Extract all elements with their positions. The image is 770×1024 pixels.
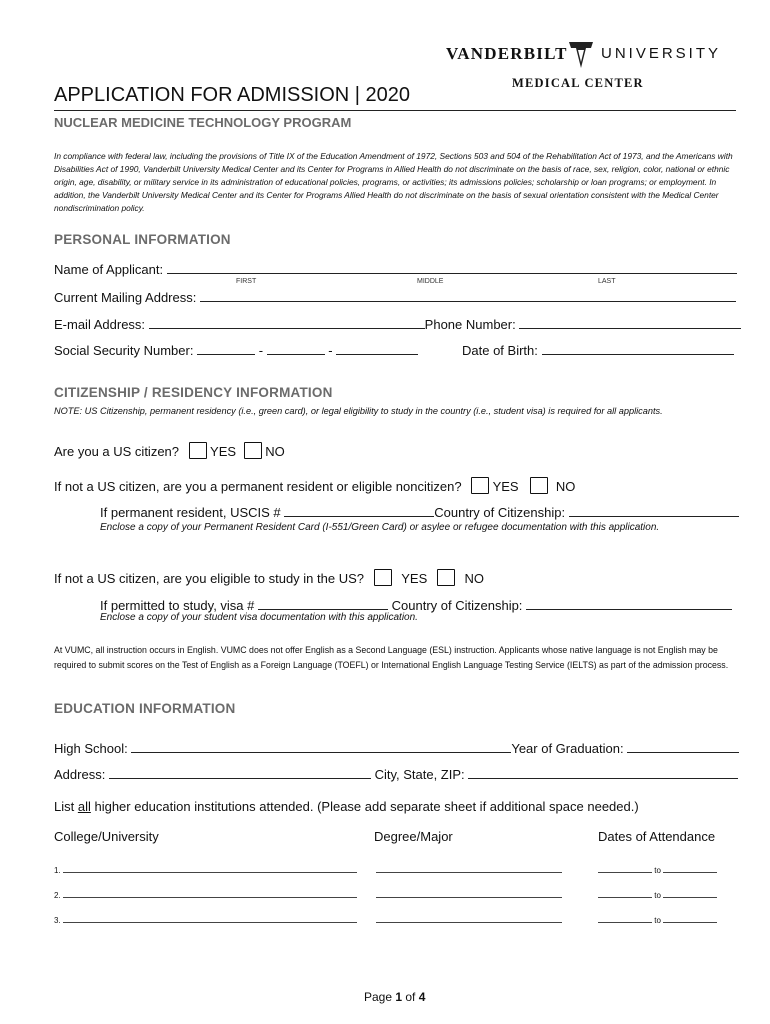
date-from-field[interactable] [598, 887, 652, 898]
mailing-row [54, 287, 736, 305]
graduation-label: Year of Graduation: [511, 741, 624, 756]
high-school-field[interactable] [131, 738, 511, 753]
date-from-field[interactable] [598, 912, 652, 923]
ssn-part3-field[interactable] [336, 340, 418, 355]
col-dates: Dates of Attendance [598, 829, 716, 844]
yes-label: YES [210, 444, 237, 459]
date-to-field[interactable] [663, 862, 717, 873]
education-heading: EDUCATION INFORMATION [54, 701, 236, 716]
program-subtitle: NUCLEAR MEDICINE TECHNOLOGY PROGRAM [54, 115, 352, 130]
address-label: Address: [54, 767, 106, 782]
q-permanent-resident [54, 477, 575, 494]
college-row [54, 912, 357, 925]
phone-label: Phone Number: [424, 317, 516, 332]
page-pre: Page [364, 990, 396, 1004]
uscis-label: If permanent resident, USCIS # [100, 505, 281, 520]
dates-row [598, 912, 717, 925]
col-degree: Degree/Major [374, 829, 453, 844]
enclose-green-card-note: Enclose a copy of your Permanent Resident Card (I-551/Green Card) or asylee or refugee documentation with this application. [100, 522, 660, 533]
page-total: 4 [418, 990, 426, 1004]
oak-leaf-v-icon [566, 40, 596, 70]
to-label: to [654, 866, 661, 875]
personal-heading: PERSONAL INFORMATION [54, 232, 231, 247]
q-permanent-resident-label: If not a US citizen, are you a permanent resident or eligible noncitizen? [54, 479, 462, 494]
to-label: to [654, 891, 661, 900]
compliance-statement: In compliance with federal law, including the provisions of Title IX of the Education Amendment of 1972, Sections 503 and 504 of the Rehabilitation Act of 1973, and the Americans with Disabilities Act of 1990, Vanderbilt University Medical Center and its Center for Programs in Allied Health do not discriminate on the basis of race, sex, religion, color, national or ethnic origin, age, disability, or military service in its administration of educational policies, programs, or activities; its admissions policies; scholarship or loan programs; or employment. In addition, the Vanderbilt University Medical Center and its Center for Programs Allied Health do not discriminate on the basis of sexual orientation consistent with the Medical Center nondiscrimination policy. [54, 151, 733, 213]
row-number: 1. [54, 866, 61, 875]
college-field[interactable] [63, 887, 357, 898]
ssn-label: Social Security Number: [54, 343, 194, 358]
logo-vanderbilt: VANDERBILT [446, 44, 568, 63]
high-school-label: High School: [54, 741, 128, 756]
degree-field[interactable] [376, 862, 562, 873]
name-row [54, 259, 737, 277]
permanent-resident-no-checkbox[interactable] [530, 477, 548, 494]
degree-field[interactable] [376, 912, 562, 923]
country-field[interactable] [569, 502, 739, 517]
eligible-study-yes-checkbox[interactable] [374, 569, 392, 586]
yes-label: YES [401, 571, 428, 586]
col-college: College/University [54, 829, 159, 844]
page-title: APPLICATION FOR ADMISSION | 2020 [54, 84, 411, 106]
date-from-field[interactable] [598, 862, 652, 873]
row-number: 2. [54, 891, 61, 900]
visa-field[interactable] [258, 595, 388, 610]
dates-row [598, 887, 717, 900]
college-row [54, 887, 357, 900]
date-to-field[interactable] [663, 887, 717, 898]
citizenship-heading: CITIZENSHIP / RESIDENCY INFORMATION [54, 385, 333, 400]
title-rule [54, 110, 736, 111]
q-us-citizen-label: Are you a US citizen? [54, 444, 180, 459]
q-eligible-study [54, 569, 484, 586]
vumc-logo [446, 40, 726, 94]
middle-caption: MIDDLE [417, 278, 444, 285]
to-label: to [654, 916, 661, 925]
visa-label: If permitted to study, visa # [100, 598, 255, 613]
high-school-row [54, 738, 739, 756]
visa-country-field[interactable] [526, 595, 732, 610]
list-pre: List [54, 799, 78, 814]
address-field[interactable] [109, 764, 371, 779]
email-row [54, 314, 741, 332]
eligible-study-no-checkbox[interactable] [437, 569, 455, 586]
graduation-field[interactable] [627, 738, 739, 753]
dob-label: Date of Birth: [462, 343, 538, 358]
page-number [364, 990, 425, 1004]
yes-label: YES [492, 479, 519, 494]
dates-row [598, 862, 717, 875]
ssn-part1-field[interactable] [197, 340, 255, 355]
uscis-row [100, 502, 739, 520]
college-row [54, 862, 357, 875]
q-us-citizen [54, 442, 285, 459]
no-label: NO [265, 444, 285, 459]
last-caption: LAST [598, 278, 616, 285]
college-field[interactable] [63, 862, 357, 873]
email-field[interactable] [149, 314, 425, 329]
country-label: Country of Citizenship: [434, 505, 566, 520]
enclose-visa-note: Enclose a copy of your student visa documentation with this application. [100, 612, 418, 623]
no-label: NO [464, 571, 485, 586]
row-number: 3. [54, 916, 61, 925]
citizenship-note: NOTE: US Citizenship, permanent residency (i.e., green card), or legal eligibility to study in the country (i.e., student visa) is required for all applicants. [54, 406, 663, 416]
city-state-zip-field[interactable] [468, 764, 738, 779]
no-label: NO [555, 479, 576, 494]
name-label: Name of Applicant: [54, 262, 164, 277]
list-all: all [77, 799, 91, 814]
permanent-resident-yes-checkbox[interactable] [471, 477, 489, 494]
visa-row [100, 595, 732, 613]
name-field[interactable] [167, 259, 737, 274]
page-mid: of [402, 990, 419, 1004]
uscis-field[interactable] [284, 502, 434, 517]
page-current: 1 [395, 990, 403, 1004]
country-label: Country of Citizenship: [391, 598, 523, 613]
city-state-zip-label: City, State, ZIP: [374, 767, 465, 782]
mailing-field[interactable] [200, 287, 736, 302]
phone-field[interactable] [519, 314, 741, 329]
logo-university: UNIVERSITY [601, 45, 722, 62]
ssn-row: Social Security Number: - - [54, 340, 418, 358]
mailing-label: Current Mailing Address: [54, 290, 197, 305]
ssn-part2-field[interactable] [267, 340, 325, 355]
address-row [54, 764, 738, 782]
dob-row [462, 340, 734, 358]
date-to-field[interactable] [663, 912, 717, 923]
us-citizen-yes-checkbox[interactable] [189, 442, 207, 459]
us-citizen-no-checkbox[interactable] [244, 442, 262, 459]
higher-ed-instructions [54, 799, 639, 814]
english-note: At VUMC, all instruction occurs in English. VUMC does not offer English as a Second Language (ESL) instruction. Applicants whose native language is not English may be required to submit scores on the Test of English as a Foreign Language (TOEFL) or International English Language Testing Service (IELTS) as part of the admission process. [54, 645, 729, 670]
q-eligible-study-label: If not a US citizen, are you eligible to study in the US? [54, 571, 365, 586]
email-label: E-mail Address: [54, 317, 146, 332]
logo-medical-center: MEDICAL CENTER [512, 76, 644, 90]
college-field[interactable] [63, 912, 357, 923]
first-caption: FIRST [236, 278, 257, 285]
dob-field[interactable] [542, 340, 734, 355]
degree-field[interactable] [376, 887, 562, 898]
list-post: higher education institutions attended. (Please add separate sheet if additional space needed.) [90, 799, 639, 814]
